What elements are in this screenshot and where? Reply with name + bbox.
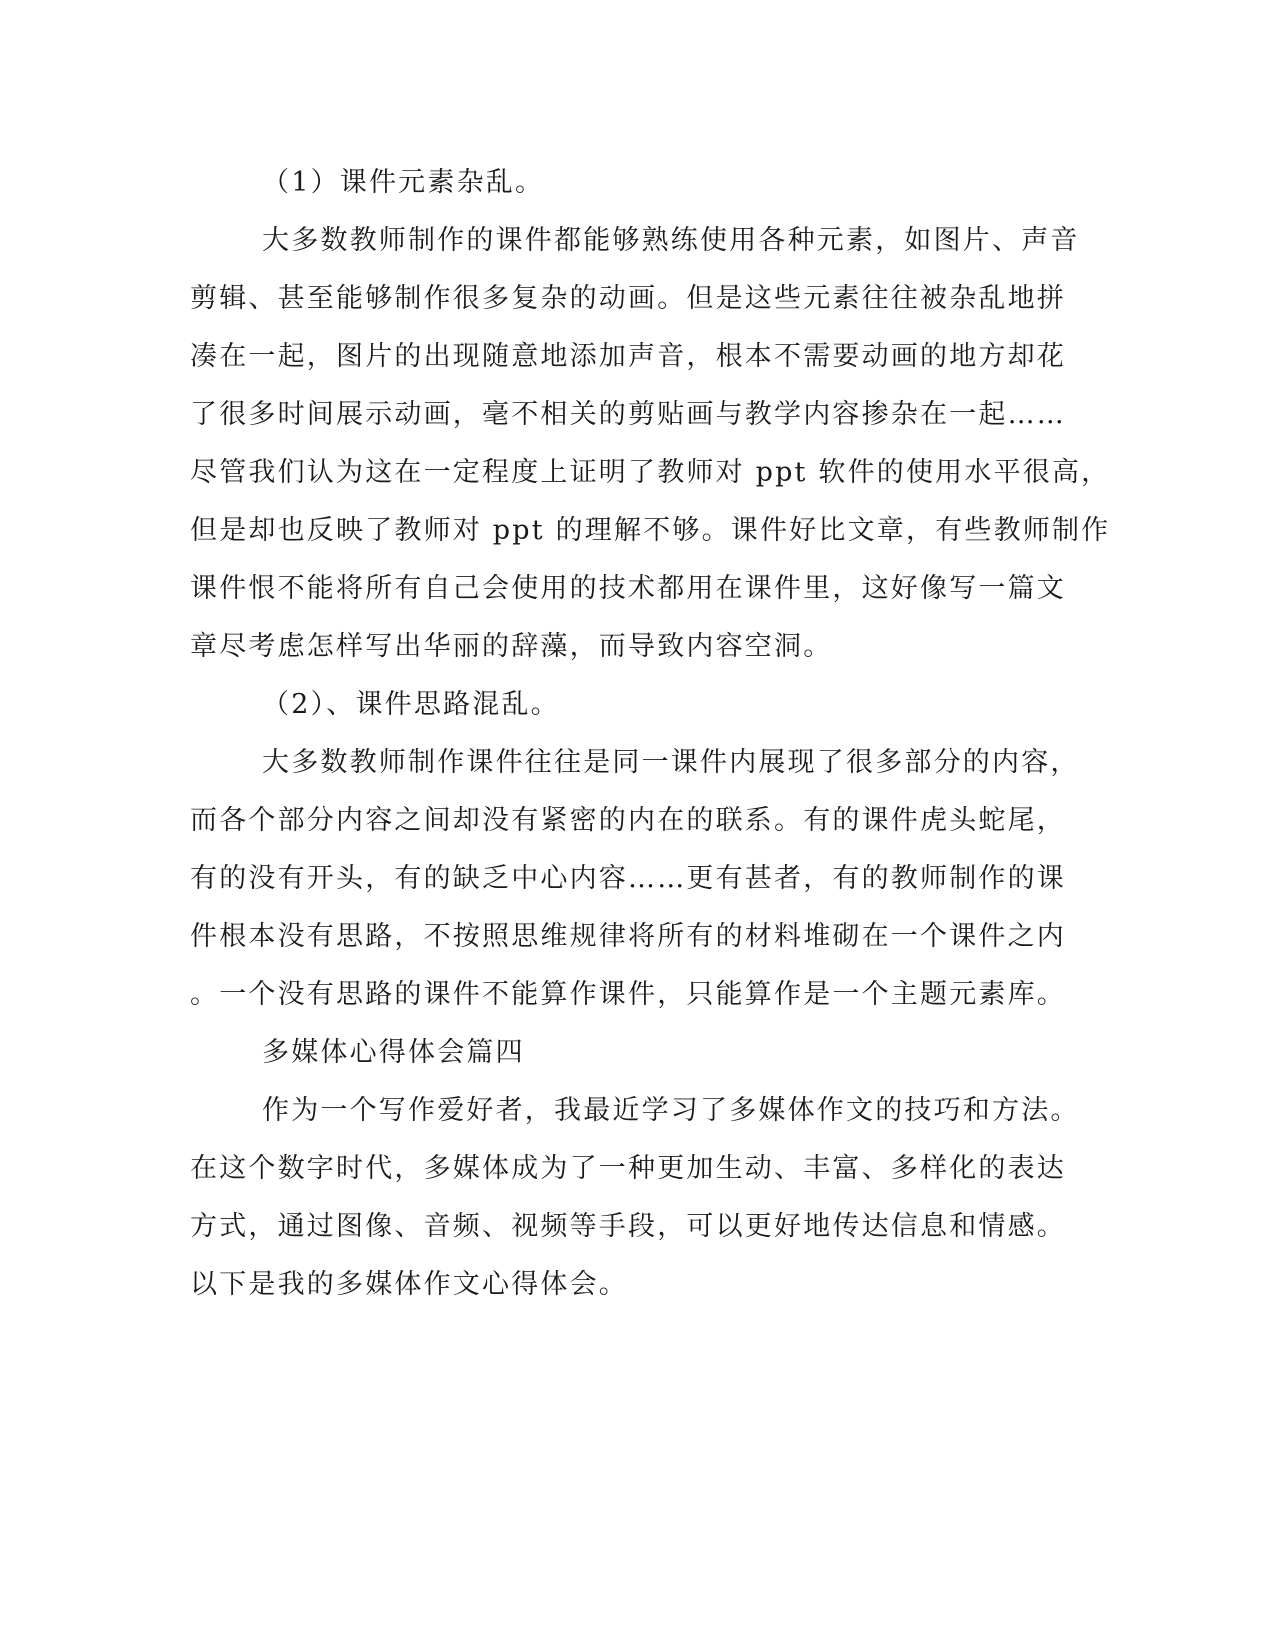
paragraph-line: 凑在一起，图片的出现随意地添加声音，根本不需要动画的地方却花 — [190, 341, 1066, 372]
paragraph-line: 在这个数字时代，多媒体成为了一种更加生动、丰富、多样化的表达 — [190, 1153, 1066, 1184]
paragraph-line: 以下是我的多媒体作文心得体会。 — [190, 1269, 628, 1300]
article-heading: 多媒体心得体会篇四 — [262, 1037, 525, 1068]
paragraph-line: 大多数教师制作课件往往是同一课件内展现了很多部分的内容， — [262, 747, 1080, 778]
paragraph-line: 而各个部分内容之间却没有紧密的内在的联系。有的课件虎头蛇尾， — [190, 805, 1066, 836]
paragraph-line: 课件恨不能将所有自己会使用的技术都用在课件里，这好像写一篇文 — [190, 573, 1066, 604]
paragraph-line: 尽管我们认为这在一定程度上证明了教师对 ppt 软件的使用水平很高， — [190, 457, 1111, 488]
paragraph-line: 方式，通过图像、音频、视频等手段，可以更好地传达信息和情感。 — [190, 1211, 1066, 1242]
paragraph-line: 作为一个写作爱好者，我最近学习了多媒体作文的技巧和方法。 — [262, 1095, 1080, 1126]
paragraph-line: 。一个没有思路的课件不能算作课件，只能算作是一个主题元素库。 — [190, 979, 1066, 1010]
section-heading-2: （2）、课件思路混乱。 — [262, 689, 560, 720]
paragraph-line: 但是却也反映了教师对 ppt 的理解不够。课件好比文章，有些教师制作 — [190, 515, 1111, 546]
paragraph-line: 大多数教师制作的课件都能够熟练使用各种元素，如图片、声音 — [262, 225, 1080, 256]
paragraph-line: 件根本没有思路，不按照思维规律将所有的材料堆砌在一个课件之内 — [190, 921, 1066, 952]
paragraph-line: 剪辑、甚至能够制作很多复杂的动画。但是这些元素往往被杂乱地拼 — [190, 283, 1066, 314]
paragraph-line: 了很多时间展示动画，毫不相关的剪贴画与教学内容掺杂在一起…… — [190, 399, 1066, 430]
paragraph-line: 章尽考虑怎样写出华丽的辞藻，而导致内容空洞。 — [190, 631, 833, 662]
paragraph-line: 有的没有开头，有的缺乏中心内容……更有甚者，有的教师制作的课 — [190, 863, 1066, 894]
section-heading-1: （1）课件元素杂乱。 — [262, 167, 545, 198]
